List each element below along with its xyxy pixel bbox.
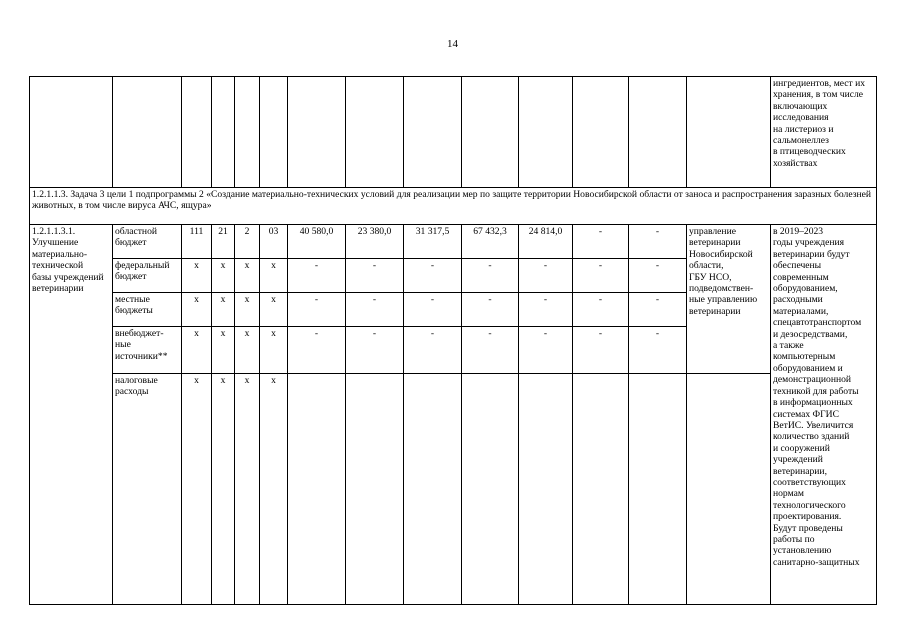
funding-source: местные бюджеты <box>113 293 182 327</box>
value-cell: - <box>573 293 629 327</box>
code-grbs: x <box>182 327 212 374</box>
code-section: x <box>212 374 235 605</box>
cell-empty <box>573 77 629 188</box>
value-cell: 40 580,0 <box>288 225 346 259</box>
code-section: x <box>212 259 235 293</box>
code-grbs: x <box>182 374 212 605</box>
executor-empty <box>687 374 771 605</box>
value-cell: - <box>346 327 404 374</box>
cell-empty <box>288 77 346 188</box>
table-row <box>30 374 877 605</box>
value-cell: - <box>288 259 346 293</box>
value-cell: 67 432,3 <box>462 225 519 259</box>
value-cell: - <box>519 327 573 374</box>
page-number: 14 <box>447 38 458 50</box>
expected-result-continued: ингредиентов, мест их хранения, в том числе включающих исследования на листериоз и сальмонеллез в птицеводческих хозяйствах <box>771 77 877 188</box>
value-cell: 24 814,0 <box>519 225 573 259</box>
value-cell: - <box>573 327 629 374</box>
code-gp: x <box>235 259 260 293</box>
value-cell: - <box>404 293 462 327</box>
value-cell <box>462 374 519 605</box>
code-pp: x <box>260 259 288 293</box>
expected-result: в 2019–2023 годы учреждения ветеринарии будут обеспечены современным оборудованием, расходными материалами, спецавтотранспортом и дезосредствами, а также компьютерным оборудованием и демонстрационной техникой для работы в информационных системах ФГИС ВетИС. Увеличится количество зданий и сооружений учреждений ветеринарии, соответствующих нормам технологического проектирования. Будут проведены работы по установлению санитарно-защитных <box>771 225 877 605</box>
code-pp: x <box>260 293 288 327</box>
cell-empty <box>519 77 573 188</box>
cell-empty <box>260 77 288 188</box>
code-grbs: x <box>182 293 212 327</box>
value-cell: 23 380,0 <box>346 225 404 259</box>
value-cell: - <box>404 259 462 293</box>
code-gp: x <box>235 327 260 374</box>
value-cell: - <box>573 225 629 259</box>
value-cell: - <box>519 293 573 327</box>
code-gp: x <box>235 293 260 327</box>
value-cell: - <box>573 259 629 293</box>
task-heading: 1.2.1.1.3. Задача 3 цели 1 подпрограммы 2 «Создание материально-технических условий для реализации мер по защите территории Новосибирской области от заноса и распространения заразных болезней животных, в том числе вируса АЧС, ящура» <box>30 188 877 225</box>
code-grbs: x <box>182 259 212 293</box>
value-cell: - <box>519 259 573 293</box>
value-cell: - <box>288 293 346 327</box>
value-cell: - <box>629 259 687 293</box>
code-section: x <box>212 327 235 374</box>
cell-empty <box>629 77 687 188</box>
task-row <box>30 188 877 225</box>
value-cell <box>519 374 573 605</box>
value-cell <box>346 374 404 605</box>
value-cell: - <box>629 327 687 374</box>
measure-name: 1.2.1.1.3.1. Улучшение материально- технической базы учреждений ветеринарии <box>30 225 113 605</box>
table-row <box>30 225 877 259</box>
value-cell: - <box>346 259 404 293</box>
cell-empty <box>212 77 235 188</box>
cell-empty <box>346 77 404 188</box>
value-cell: 31 317,5 <box>404 225 462 259</box>
code-gp: x <box>235 374 260 605</box>
funding-source: внебюджет- ные источники** <box>113 327 182 374</box>
value-cell <box>573 374 629 605</box>
value-cell: - <box>404 327 462 374</box>
value-cell: - <box>629 293 687 327</box>
program-measures-table <box>29 76 877 605</box>
cell-empty <box>235 77 260 188</box>
value-cell: - <box>346 293 404 327</box>
cell-empty <box>687 77 771 188</box>
value-cell: - <box>288 327 346 374</box>
code-section: x <box>212 293 235 327</box>
value-cell: - <box>629 225 687 259</box>
funding-source: налоговые расходы <box>113 374 182 605</box>
value-cell <box>629 374 687 605</box>
code-pp: x <box>260 327 288 374</box>
funding-source: областной бюджет <box>113 225 182 259</box>
value-cell <box>288 374 346 605</box>
value-cell: - <box>462 327 519 374</box>
code-gp: 2 <box>235 225 260 259</box>
value-cell <box>404 374 462 605</box>
cell-empty <box>113 77 182 188</box>
value-cell: - <box>462 259 519 293</box>
cell-empty <box>30 77 113 188</box>
executor: управление ветеринарии Новосибирской области, ГБУ НСО, подведомствен- ные управлению ветеринарии <box>687 225 771 374</box>
continuation-row <box>30 77 877 188</box>
code-pp: 03 <box>260 225 288 259</box>
cell-empty <box>182 77 212 188</box>
cell-empty <box>404 77 462 188</box>
funding-source: федеральный бюджет <box>113 259 182 293</box>
code-pp: x <box>260 374 288 605</box>
cell-empty <box>462 77 519 188</box>
code-grbs: 111 <box>182 225 212 259</box>
code-section: 21 <box>212 225 235 259</box>
value-cell: - <box>462 293 519 327</box>
